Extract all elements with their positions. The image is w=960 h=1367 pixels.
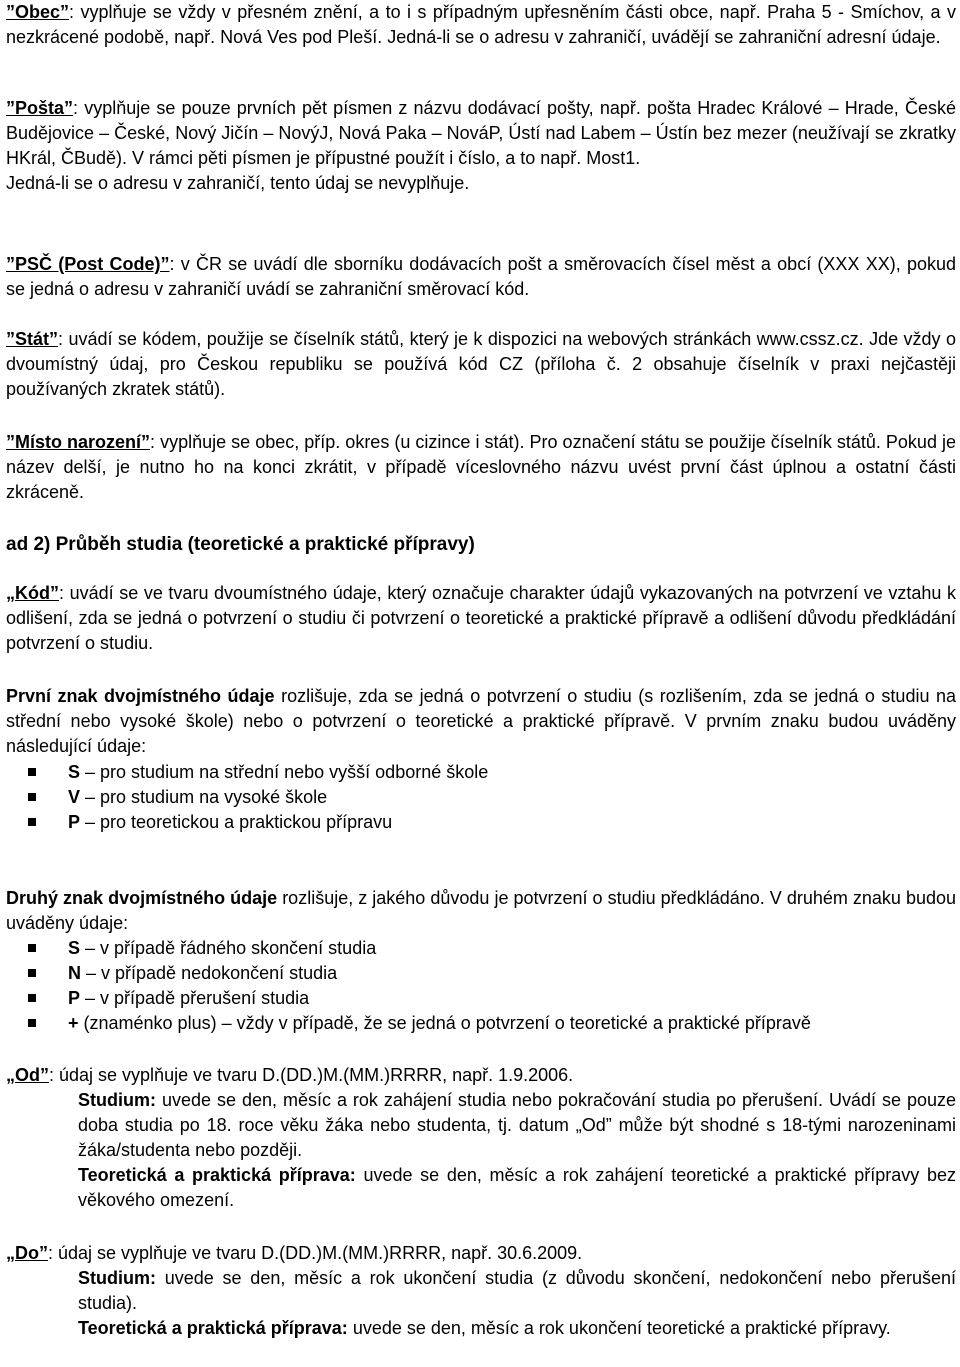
- bullet-icon: [28, 1019, 36, 1027]
- bullet-icon: [28, 994, 36, 1002]
- term-stat: ”Stát”: [6, 329, 59, 349]
- item-code: N: [68, 963, 81, 983]
- item-code: S: [68, 762, 81, 782]
- item-desc: – pro studium na střední nebo vyšší odborné škole: [80, 762, 489, 782]
- paragraph-first-char: [6, 684, 956, 759]
- bullet-icon: [28, 818, 36, 826]
- paragraph-posta: [6, 96, 956, 171]
- item-code: P: [68, 988, 81, 1008]
- text-psc: : v ČR se uvádí dle sborníku dodávacích pošt a směrovacích čísel měst a obcí (XXX XX), pokud se jedná o adresu v zahraničí uvádí se zahraniční směrovací kód.: [6, 254, 956, 299]
- list-item: [28, 961, 811, 986]
- item-desc: – v případě řádného skončení studia: [80, 938, 377, 958]
- section-posta: [6, 96, 956, 196]
- od-studium-label: Studium:: [78, 1090, 156, 1110]
- bullet-icon: [28, 793, 36, 801]
- second-char-list: [28, 936, 811, 1036]
- section-do: [6, 1241, 956, 1341]
- text-od: : údaj se vyplňuje ve tvaru D.(DD.)M.(MM.)RRRR, např. 1.9.2006.: [49, 1065, 574, 1085]
- paragraph-obec: [6, 0, 956, 50]
- item-desc: – v případě přerušení studia: [80, 988, 310, 1008]
- list-item: [28, 936, 811, 961]
- item-code: V: [68, 787, 81, 807]
- item-desc: – pro teoretickou a praktickou přípravu: [80, 812, 393, 832]
- section-stat: [6, 327, 956, 402]
- first-char-title: První znak dvojmístného údaje: [6, 686, 275, 706]
- section-first-char: [6, 684, 956, 759]
- section-od: [6, 1063, 956, 1213]
- first-char-list: [28, 760, 488, 835]
- text-posta: : vyplňuje se pouze prvních pět písmen z názvu dodávací pošty, např. pošta Hradec Králové – Hrade, České Budějovice – České, Nový Jičín – NovýJ, Nová Paka – NováP, Ústí nad Labem – Ústín bez mezer (neužívají se zkratky HKrál, ČBudě). V rámci pěti písmen je přípustné použít i číslo, a to např. Most1.: [6, 98, 956, 168]
- paragraph-od-studium: [6, 1088, 956, 1163]
- paragraph-do-studium: [6, 1266, 956, 1316]
- list-item: [28, 760, 488, 785]
- do-tp-label: Teoretická a praktická příprava:: [78, 1318, 348, 1338]
- paragraph-posta-2: Jedná-li se o adresu v zahraničí, tento údaj se nevyplňuje.: [6, 173, 470, 193]
- od-tp-text: uvede se den, měsíc a rok zahájení teoretické a praktické přípravy bez věkového omezení.: [78, 1165, 956, 1210]
- item-code: +: [68, 1013, 79, 1033]
- term-od: „Od”: [6, 1065, 49, 1085]
- term-do: „Do”: [6, 1243, 48, 1263]
- section-misto-narozeni: [6, 430, 956, 505]
- do-studium-label: Studium:: [78, 1268, 156, 1288]
- term-kod: „Kód”: [6, 583, 59, 603]
- item-desc: (znaménko plus) – vždy v případě, že se jedná o potvrzení o teoretické a praktické přípravě: [78, 1013, 811, 1033]
- section-psc: [6, 252, 956, 302]
- list-item: [28, 810, 488, 835]
- paragraph-od: [6, 1063, 956, 1088]
- paragraph-psc: [6, 252, 956, 302]
- text-do: : údaj se vyplňuje ve tvaru D.(DD.)M.(MM.)RRRR, např. 30.6.2009.: [48, 1243, 583, 1263]
- term-posta: ”Pošta”: [6, 98, 74, 118]
- section-second-char: [6, 886, 956, 936]
- paragraph-do: [6, 1241, 956, 1266]
- first-char-text: rozlišuje, zda se jedná o potvrzení o studiu (s rozlišením, zda se jedná o studiu na střední nebo vysoké škole) nebo o potvrzení o teoretické a praktické přípravě. V prvním znaku budou uváděny následující údaje:: [6, 686, 956, 756]
- term-psc: ”PSČ (Post Code)”: [6, 254, 170, 274]
- second-char-text: rozlišuje, z jakého důvodu je potvrzení o studiu předkládáno. V druhém znaku budou uváděny údaje:: [6, 888, 957, 933]
- heading-prubeh-studia: ad 2) Průběh studia (teoretické a praktické přípravy): [6, 534, 475, 555]
- paragraph-od-tp: [6, 1163, 956, 1213]
- item-desc: – v případě nedokončení studia: [81, 963, 338, 983]
- paragraph-do-tp: [6, 1316, 956, 1341]
- do-tp-text: uvede se den, měsíc a rok ukončení teoretické a praktické přípravy.: [347, 1318, 891, 1338]
- bullet-icon: [28, 768, 36, 776]
- text-misto-narozeni: : vyplňuje se obec, příp. okres (u cizince i stát). Pro označení státu se použije číselník států. Pokud je název delší, je nutno ho na konci zkrátit, v případě víceslovného názvu uvést první část úplnou a ostatní části zkráceně.: [6, 432, 956, 502]
- paragraph-second-char: [6, 886, 956, 936]
- section-heading: [6, 532, 956, 557]
- paragraph-kod: [6, 581, 956, 656]
- text-stat: : uvádí se kódem, použije se číselník států, který je k dispozici na webových stránkách www.cssz.cz. Jde vždy o dvoumístný údaj, pro Českou republiku se používá kód CZ (příloha č. 2 obsahuje číselník v praxi nejčastěji používaných zkratek států).: [6, 329, 956, 399]
- second-char-title: Druhý znak dvojmístného údaje: [6, 888, 278, 908]
- section-obec: [6, 0, 956, 50]
- term-obec: ”Obec”: [6, 2, 70, 22]
- section-kod: [6, 581, 956, 656]
- od-tp-label: Teoretická a praktická příprava:: [78, 1165, 356, 1185]
- list-item: [28, 986, 811, 1011]
- od-studium-text: uvede se den, měsíc a rok zahájení studia nebo pokračování studia po přerušení. Uvádí se pouze doba studia po 18. roce věku žáka nebo studenta, tj. datum „Od” může být shodné s 18-tými narozeninami žáka/studenta nebo později.: [78, 1090, 956, 1160]
- do-studium-text: uvede se den, měsíc a rok ukončení studia (z důvodu skončení, nedokončení nebo přerušení studia).: [78, 1268, 956, 1313]
- item-desc: – pro studium na vysoké škole: [80, 787, 328, 807]
- text-kod: : uvádí se ve tvaru dvoumístného údaje, který označuje charakter údajů vykazovaných na potvrzení ve vztahu k odlišení, zda se jedná o potvrzení o studiu či potvrzení o teoretické a praktické přípravě a odlišení důvodu předkládání potvrzení o studiu.: [6, 583, 956, 653]
- item-code: S: [68, 938, 81, 958]
- bullet-icon: [28, 969, 36, 977]
- list-item: [28, 1011, 811, 1036]
- list-item: [28, 785, 488, 810]
- paragraph-stat: [6, 327, 956, 402]
- text-obec: : vyplňuje se vždy v přesném znění, a to i s případným upřesněním části obce, např. Praha 5 - Smíchov, a v nezkrácené podobě, např. Nová Ves pod Pleší. Jedná-li se o adresu v zahraničí, uvádějí se zahraniční adresní údaje.: [6, 2, 956, 47]
- term-misto-narozeni: ”Místo narození”: [6, 432, 151, 452]
- item-code: P: [68, 812, 81, 832]
- paragraph-misto-narozeni: [6, 430, 956, 505]
- bullet-icon: [28, 944, 36, 952]
